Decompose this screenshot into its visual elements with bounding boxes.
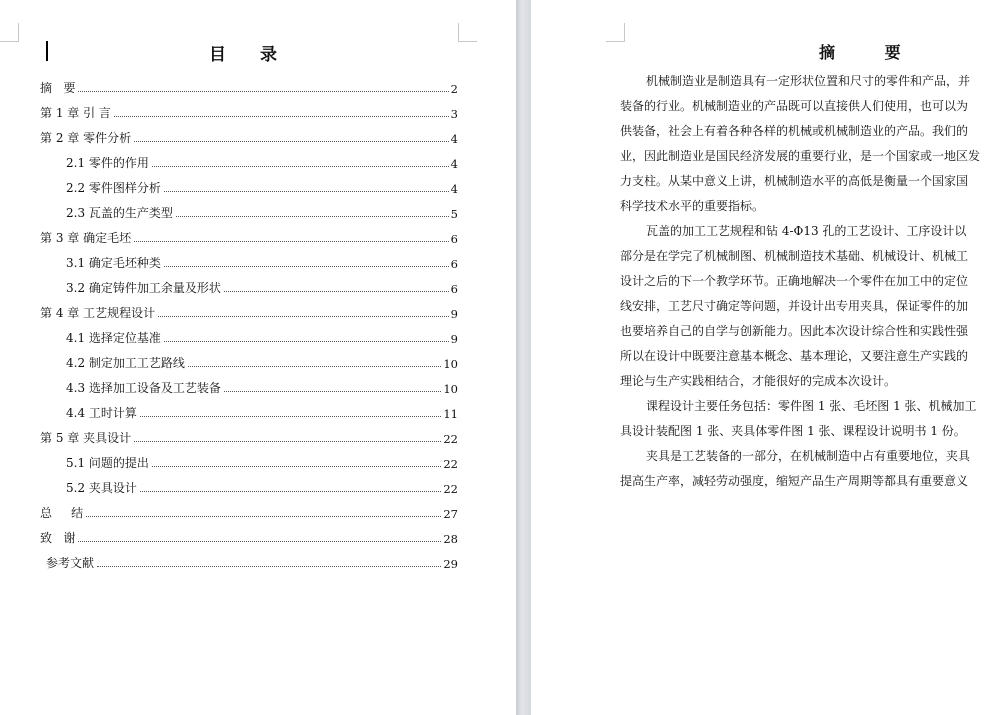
toc-entry-text: 3.1 确定毛坯种类 xyxy=(66,256,161,270)
toc-leader-dots xyxy=(78,541,441,542)
toc-entry[interactable] xyxy=(40,371,458,396)
toc-entry-text: 摘 要 xyxy=(40,81,76,95)
toc-leader-dots xyxy=(140,416,441,417)
toc-entry-text: 第 3 章 确定毛坯 xyxy=(40,231,132,245)
toc-page-number: 4 xyxy=(450,182,458,196)
toc-entry-text: 4.1 选择定位基准 xyxy=(66,331,161,345)
toc-entry-text: 4.4 工时计算 xyxy=(66,406,137,420)
toc-entry[interactable] xyxy=(40,196,458,221)
toc-leader-dots xyxy=(164,191,449,192)
toc-page-number: 5 xyxy=(450,207,458,221)
abstract-line: 具设计装配图 1 张、夹具体零件图 1 张、课程设计说明书 1 份。 xyxy=(620,424,966,438)
toc-entry-text: 2.1 零件的作用 xyxy=(66,156,149,170)
toc-leader-dots xyxy=(134,441,441,442)
toc-entry[interactable] xyxy=(40,271,458,296)
toc-page-number: 9 xyxy=(450,307,458,321)
toc-title: 目 录 xyxy=(209,45,291,65)
toc-leader-dots xyxy=(140,491,441,492)
toc-leader-dots xyxy=(158,316,449,317)
toc-entry[interactable] xyxy=(40,521,458,546)
toc-page-number: 22 xyxy=(443,432,458,446)
toc-entry[interactable] xyxy=(40,471,458,496)
toc-leader-dots xyxy=(134,241,449,242)
toc-leader-dots xyxy=(224,391,441,392)
toc-entry[interactable] xyxy=(40,396,458,421)
toc-leader-dots xyxy=(152,466,441,467)
toc-entry-text: 4.3 选择加工设备及工艺装备 xyxy=(66,381,221,395)
abstract-line: 课程设计主要任务包括：零件图 1 张、毛坯图 1 张、机械加工 xyxy=(646,399,977,413)
toc-leader-dots xyxy=(164,341,449,342)
toc-entry[interactable] xyxy=(40,421,458,446)
toc-leader-dots xyxy=(176,216,449,217)
toc-leader-dots xyxy=(114,116,449,117)
abstract-line: 瓦盖的加工工艺规程和钻 4-Φ13 孔的工艺设计、工序设计以 xyxy=(646,224,967,238)
page-gap xyxy=(516,0,531,715)
toc-entry-text: 第 1 章 引 言 xyxy=(40,106,111,120)
toc-entry[interactable] xyxy=(40,146,458,171)
toc-page-number: 22 xyxy=(443,457,458,471)
toc-page-number: 9 xyxy=(450,332,458,346)
toc-entry-text: 5.1 问题的提出 xyxy=(66,456,149,470)
toc-entry[interactable] xyxy=(40,121,458,146)
abstract-line: 提高生产率，减轻劳动强度，缩短产品生产周期等都具有重要意义 xyxy=(620,474,969,488)
toc-entry[interactable] xyxy=(40,96,458,121)
toc-entry[interactable] xyxy=(40,346,458,371)
toc-entry-text: 致 谢 xyxy=(40,531,76,545)
toc-page-number: 27 xyxy=(443,507,458,521)
toc-entry[interactable] xyxy=(40,171,458,196)
toc-entry[interactable] xyxy=(40,246,458,271)
abstract-line: 力支柱。从某中意义上讲，机械制造水平的高低是衡量一个国家国 xyxy=(620,174,969,188)
toc-page-number: 10 xyxy=(443,357,458,371)
toc-entry[interactable] xyxy=(40,446,458,471)
toc-page-number: 22 xyxy=(443,482,458,496)
abstract-line: 线安排，工艺尺寸确定等问题，并设计出专用夹具，保证零件的加 xyxy=(620,299,969,313)
corner-mark-top-left xyxy=(606,23,625,42)
abstract-line: 装备的行业。机械制造业的产品既可以直接供人们使用，也可以为 xyxy=(620,99,969,113)
abstract-line: 也要培养自己的自学与创新能力。因此本次设计综合性和实践性强 xyxy=(620,324,969,338)
abstract-line: 部分是在学完了机械制图、机械制造技术基础、机械设计、机械工 xyxy=(620,249,969,263)
abstract-body[interactable] xyxy=(620,69,986,494)
toc-page-number: 6 xyxy=(450,232,458,246)
abstract-line: 理论与生产实践相结合，才能很好的完成本次设计。 xyxy=(620,374,897,388)
toc-leader-dots xyxy=(152,166,449,167)
toc-entry[interactable] xyxy=(40,546,458,571)
toc-leader-dots xyxy=(86,516,441,517)
abstract-title: 摘 要 xyxy=(819,43,923,62)
abstract-line: 机械制造业是制造具有一定形状位置和尺寸的零件和产品，并 xyxy=(646,74,971,88)
toc-page-number: 6 xyxy=(450,282,458,296)
toc-entry-text: 5.2 夹具设计 xyxy=(66,481,137,495)
toc-entry-text: 2.3 瓦盖的生产类型 xyxy=(66,206,173,220)
toc-leader-dots xyxy=(134,141,449,142)
abstract-line: 设计之后的下一个教学环节。正确地解决一个零件在加工中的定位 xyxy=(620,274,969,288)
toc-page-number: 10 xyxy=(443,382,458,396)
abstract-line: 业，因此制造业是国民经济发展的重要行业，是一个国家或一地区发 xyxy=(620,149,981,163)
toc-entry[interactable] xyxy=(40,71,458,96)
toc-page-number: 4 xyxy=(450,132,458,146)
toc-entry-text: 3.2 确定铸件加工余量及形状 xyxy=(66,281,221,295)
toc-entry-text: 4.2 制定加工工艺路线 xyxy=(66,356,185,370)
toc-entry-text: 参考文献 xyxy=(46,556,95,570)
abstract-line: 夹具是工艺装备的一部分，在机械制造中占有重要地位，夹具 xyxy=(646,449,971,463)
toc-leader-dots xyxy=(224,291,449,292)
toc-entry-text: 第 4 章 工艺规程设计 xyxy=(40,306,156,320)
toc-entry-text: 2.2 零件图样分析 xyxy=(66,181,161,195)
toc-entry[interactable] xyxy=(40,296,458,321)
toc-leader-dots xyxy=(164,266,449,267)
toc-leader-dots xyxy=(97,566,441,567)
toc-entry[interactable] xyxy=(40,221,458,246)
toc-page-number: 11 xyxy=(443,407,458,421)
toc-page-number: 4 xyxy=(450,157,458,171)
toc-entry[interactable] xyxy=(40,321,458,346)
toc-page-number: 2 xyxy=(450,82,458,96)
toc-entry-text: 第 5 章 夹具设计 xyxy=(40,431,132,445)
abstract-line: 供装备，社会上有着各种各样的机械或机械制造业的产品。我们的 xyxy=(620,124,969,138)
toc-entry[interactable] xyxy=(40,496,458,521)
toc-page-number: 3 xyxy=(450,107,458,121)
abstract-line: 所以在设计中既要注意基本概念、基本理论，又要注意生产实践的 xyxy=(620,349,969,363)
toc-page-number: 29 xyxy=(443,557,458,571)
toc-page-number: 6 xyxy=(450,257,458,271)
toc-entry-text: 总 结 xyxy=(40,506,84,520)
toc-leader-dots xyxy=(188,366,441,367)
toc-leader-dots xyxy=(78,91,448,92)
toc-page-number: 28 xyxy=(443,532,458,546)
abstract-line: 科学技术水平的重要指标。 xyxy=(620,199,765,213)
toc-list xyxy=(40,71,458,571)
toc-entry-text: 第 2 章 零件分析 xyxy=(40,131,132,145)
page-right-abstract xyxy=(531,0,986,715)
